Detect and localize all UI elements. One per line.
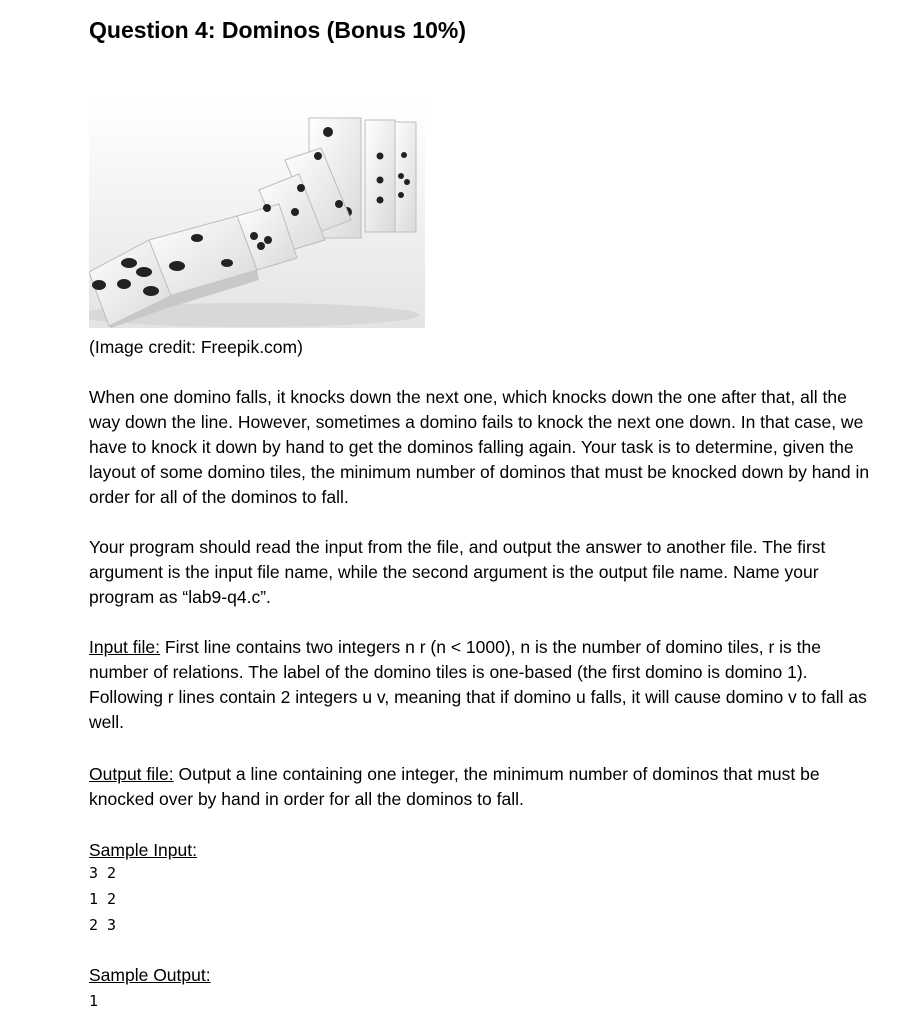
input-file-label: Input file: — [89, 637, 161, 657]
sample-input-line: 1 2 — [89, 890, 117, 908]
sample-input-block — [89, 860, 116, 938]
falling-dominos-image — [89, 100, 425, 328]
sample-input-line: 2 3 — [89, 916, 117, 934]
image-credit: (Image credit: Freepik.com) — [89, 337, 303, 357]
program-paragraph: Your program should read the input from the file, and output the answer to another file. The first argument is the input file name, while the second argument is the output file name. Name your program as “lab9-q4.c”. — [89, 537, 826, 607]
input-file-paragraph — [89, 635, 879, 735]
output-file-text: Output a line containing one integer, the minimum number of dominos that must be knocked over by hand in order for all the dominos to fall. — [89, 764, 820, 809]
sample-output-label: Sample Output: — [89, 965, 211, 985]
page-title: Question 4: Dominos (Bonus 10%) — [89, 17, 466, 43]
sample-output-block — [89, 988, 98, 1014]
sample-output-line: 1 — [89, 992, 99, 1010]
intro-paragraph: When one domino falls, it knocks down the next one, which knocks down the one after that, all the way down the line. However, sometimes a domino fails to knock the next one down. In that case, we have to knock it down by hand to get the dominos falling again. Your task is to determine, given the layout of some domino tiles, the minimum number of dominos that must be knocked down by hand in order for all of the dominos to fall. — [89, 387, 870, 507]
output-file-label: Output file: — [89, 764, 174, 784]
output-file-paragraph — [89, 762, 879, 812]
sample-input-line: 3 2 — [89, 864, 117, 882]
input-file-text: First line contains two integers n r (n < 1000), n is the number of domino tiles, r is the number of relations. The label of the domino tiles is one-based (the first domino is domino 1). Following r lines contain 2 integers u v, meaning that if domino u falls, it will cause domino v to fall as well. — [89, 637, 867, 732]
sample-input-label: Sample Input: — [89, 840, 197, 860]
